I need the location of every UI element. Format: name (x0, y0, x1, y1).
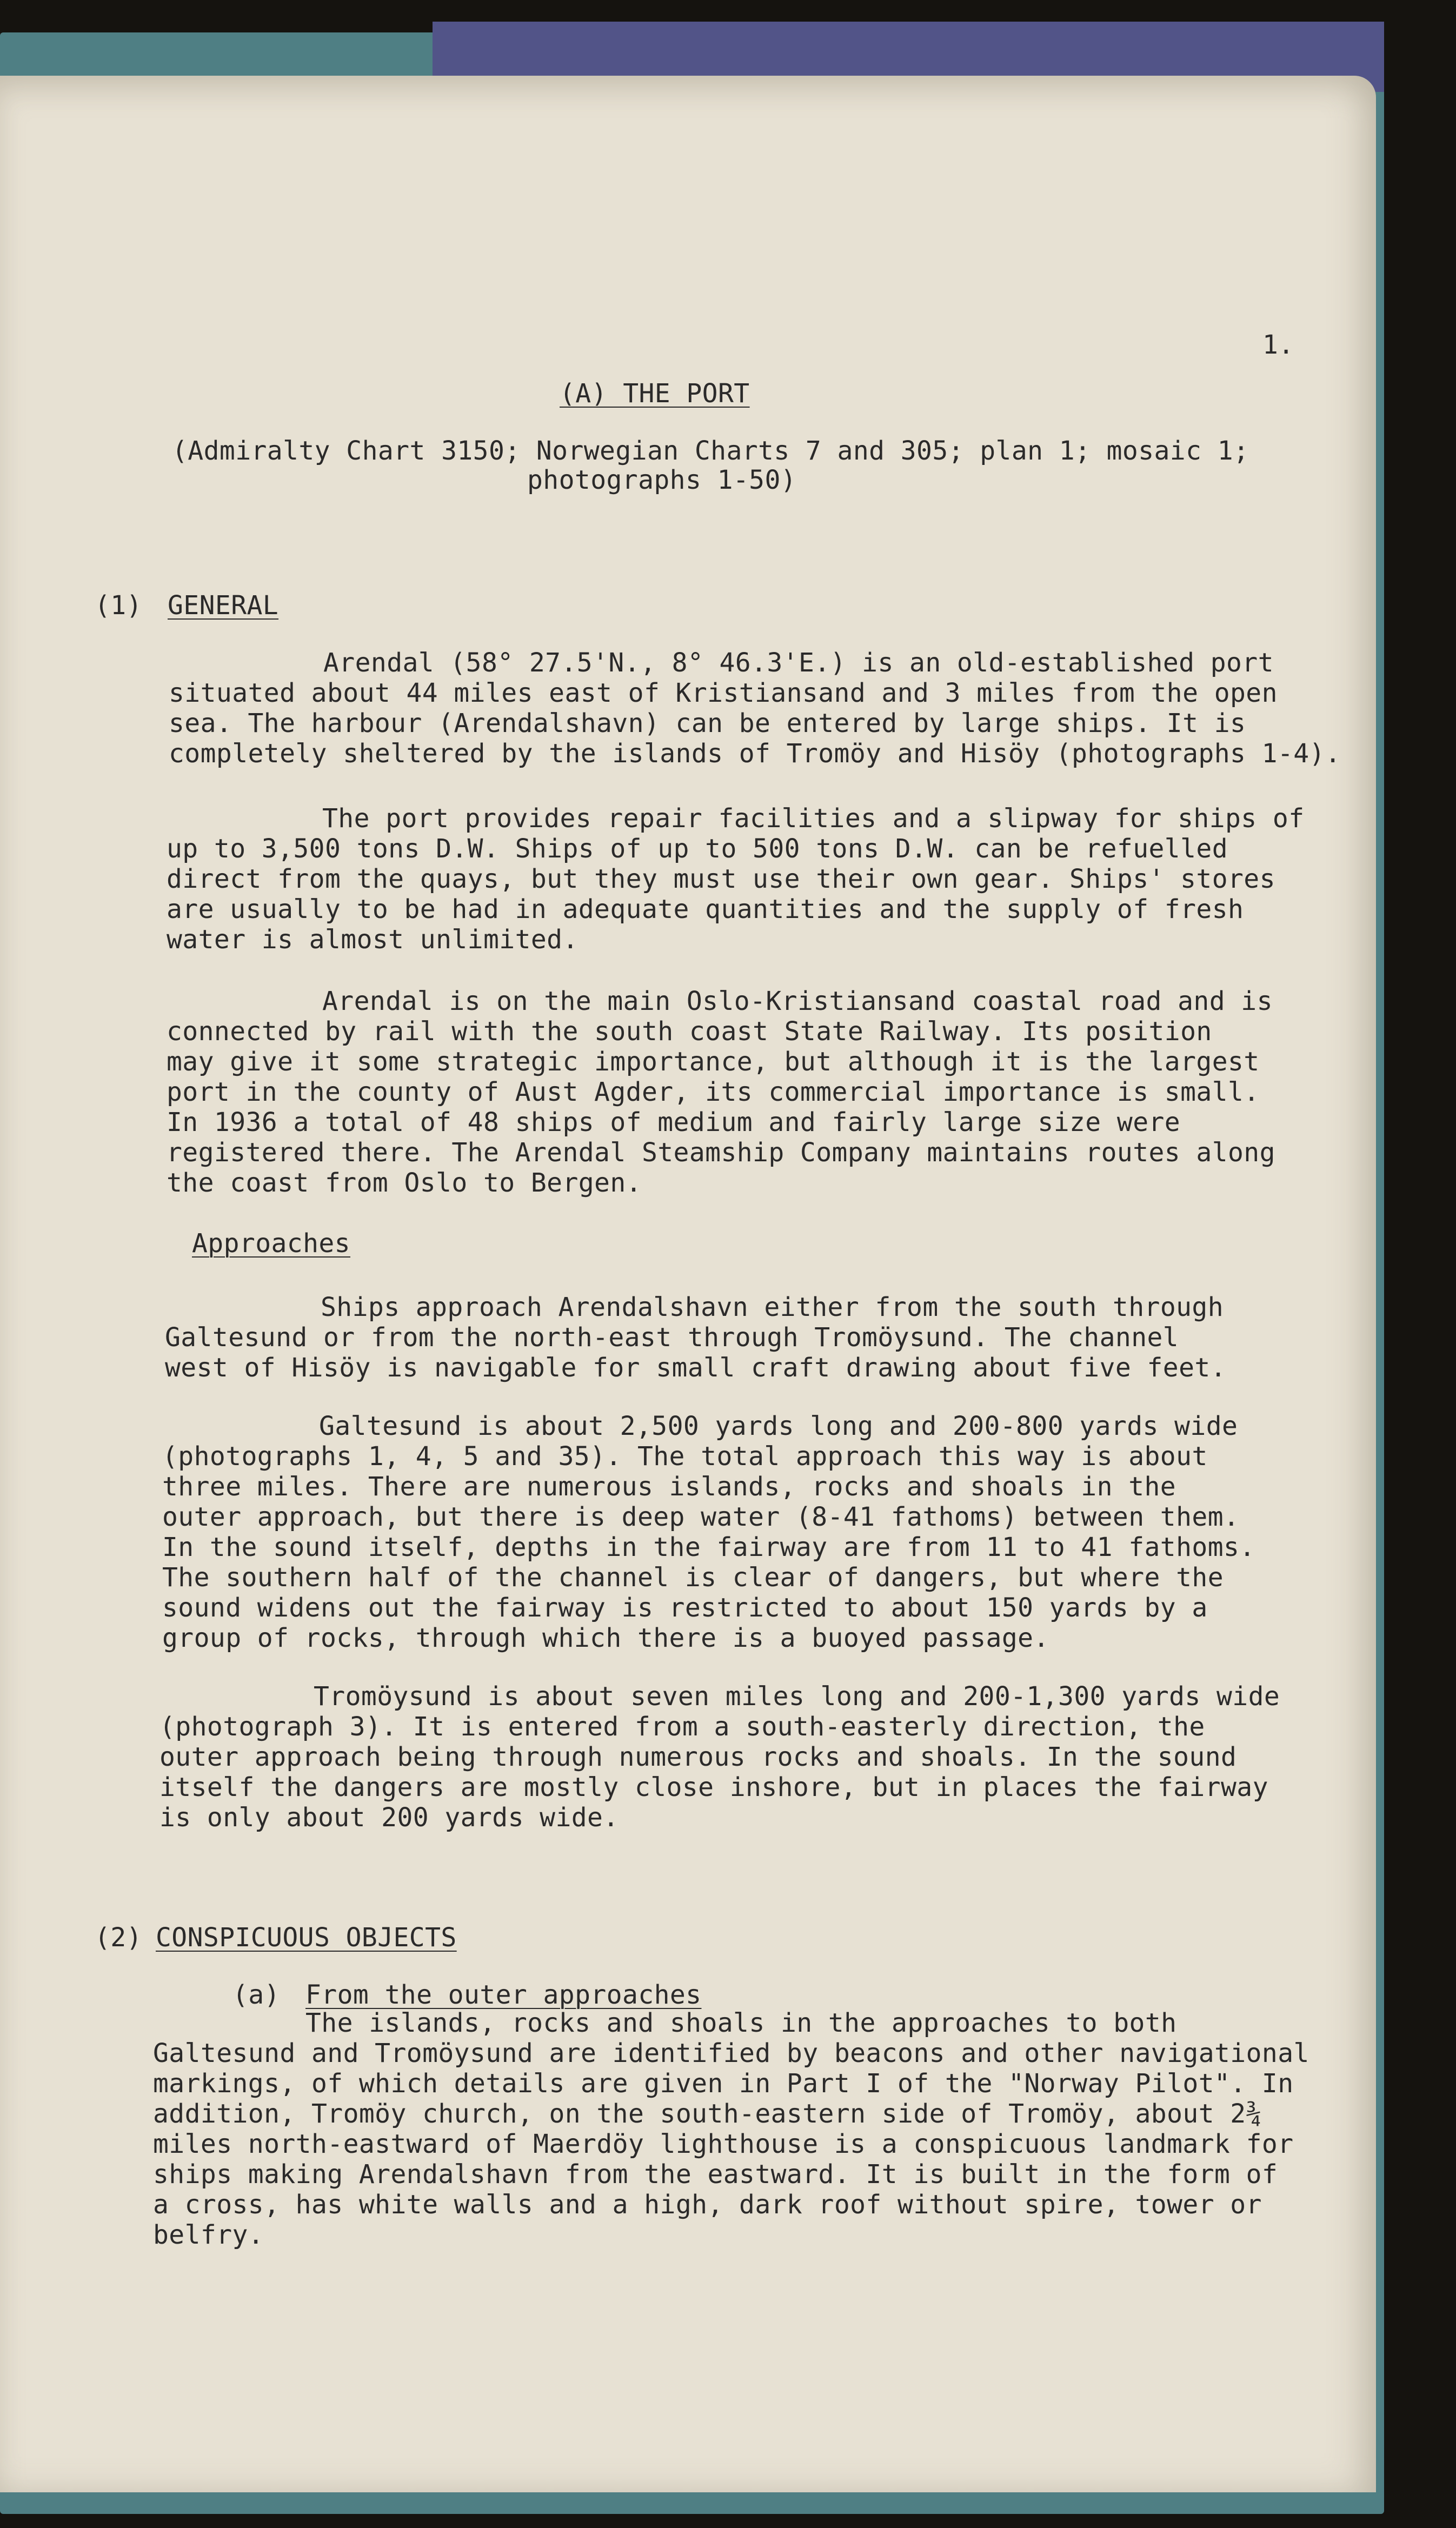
section2-title: CONSPICUOUS OBJECTS (156, 1922, 457, 1953)
document-page (0, 76, 1376, 2492)
text-line: Tromöysund is about seven miles long and 200-1,300 yards wide (314, 1681, 1280, 1712)
paragraph-general-3 (167, 986, 1302, 1208)
text-line: (photographs 1, 4, 5 and 35). The total approach this way is about (162, 1441, 1208, 1472)
text-line: port in the county of Aust Agder, its commercial importance is small. (167, 1077, 1260, 1107)
text-line: Galtesund is about 2,500 yards long and 200-800 yards wide (319, 1411, 1238, 1441)
text-line: up to 3,500 tons D.W. Ships of up to 500 tons D.W. can be refuelled (167, 834, 1228, 864)
paragraph-approaches-2 (162, 1411, 1298, 1660)
text-line: The islands, rocks and shoals in the approaches to both (305, 2008, 1177, 2038)
page-number: 1. (1262, 330, 1294, 360)
text-line: registered there. The Arendal Steamship Company maintains routes along (167, 1137, 1275, 1168)
text-line: The southern half of the channel is clear of dangers, but where the (162, 1562, 1224, 1593)
text-line: the coast from Oslo to Bergen. (167, 1168, 642, 1198)
text-line: itself the dangers are mostly close inshore, but in places the fairway (159, 1772, 1268, 1802)
text-line: sea. The harbour (Arendalshavn) can be entered by large ships. It is (169, 708, 1246, 739)
text-line: direct from the quays, but they must use their own gear. Ships' stores (167, 864, 1275, 894)
text-line: Arendal (58° 27.5'N., 8° 46.3'E.) is an old-established port (323, 648, 1274, 678)
text-line: (photograph 3). It is entered from a south-easterly direction, the (159, 1712, 1205, 1742)
section1-number: (1) (95, 590, 142, 621)
paragraph-general-2 (167, 803, 1305, 966)
text-line: are usually to be had in adequate quantities and the supply of fresh (167, 894, 1244, 924)
text-line: belfry. (153, 2220, 264, 2250)
text-line: west of Hisöy is navigable for small craft drawing about five feet. (165, 1353, 1226, 1383)
heading: (A) THE PORT (560, 378, 750, 409)
text-line: In 1936 a total of 48 ships of medium and fairly large size were (167, 1107, 1181, 1137)
text-line: water is almost unlimited. (167, 924, 579, 955)
text-line: connected by rail with the south coast State Railway. Its position (167, 1016, 1212, 1047)
paragraph-approaches-3 (159, 1681, 1306, 1844)
text-line: a cross, has white walls and a high, dark roof without spire, tower or (153, 2190, 1262, 2220)
section1-title: GENERAL (168, 590, 279, 621)
text-line: group of rocks, through which there is a buoyed passage. (162, 1623, 1049, 1653)
text-line: situated about 44 miles east of Kristiansand and 3 miles from the open (169, 678, 1278, 708)
text-line: three miles. There are numerous islands, rocks and shoals in the (162, 1472, 1176, 1502)
text-line: Ships approach Arendalshavn either from the south through (321, 1292, 1224, 1322)
text-line: Galtesund or from the north-east through Tromöysund. The channel (165, 1322, 1179, 1353)
text-line: Arendal is on the main Oslo-Kristiansand coastal road and is (322, 986, 1273, 1016)
section2-number: (2) (95, 1922, 142, 1953)
text-line: is only about 200 yards wide. (159, 1802, 619, 1833)
text-line: addition, Tromöy church, on the south-eastern side of Tromöy, about 2¾ (153, 2099, 1262, 2129)
section2-sub-title: From the outer approaches (305, 1980, 702, 2010)
text-line: may give it some strategic importance, but although it is the largest (167, 1047, 1260, 1077)
subheading-line-1: (Admiralty Chart 3150; Norwegian Charts 7 and 305; plan 1; mosaic 1; (172, 436, 1249, 466)
approaches-subtitle: Approaches (192, 1228, 350, 1259)
text-line: completely sheltered by the islands of Tromöy and Hisöy (photographs 1-4). (169, 739, 1341, 769)
section2-sub-label: (a) (232, 1980, 280, 2010)
text-line: ships making Arendalshavn from the eastward. It is built in the form of (153, 2159, 1278, 2190)
text-line: miles north-eastward of Maerdöy lighthouse is a conspicuous landmark for (153, 2129, 1294, 2159)
text-line: markings, of which details are given in Part I of the "Norway Pilot". In (153, 2068, 1294, 2099)
paragraph-conspicuous-objects (153, 2008, 1315, 2262)
text-line: sound widens out the fairway is restricted to about 150 yards by a (162, 1593, 1208, 1623)
text-line: outer approach being through numerous rocks and shoals. In the sound (159, 1742, 1237, 1772)
paragraph-approaches-1 (165, 1292, 1300, 1389)
text-line: The port provides repair facilities and a slipway for ships of (322, 803, 1305, 834)
text-line: In the sound itself, depths in the fairway are from 11 to 41 fathoms. (162, 1532, 1255, 1562)
text-line: outer approach, but there is deep water (8-41 fathoms) between them. (162, 1502, 1240, 1532)
subheading-line-2: photographs 1-50) (527, 465, 797, 495)
text-line: Galtesund and Tromöysund are identified by beacons and other navigational (153, 2038, 1309, 2068)
paragraph-general-1 (169, 648, 1341, 788)
